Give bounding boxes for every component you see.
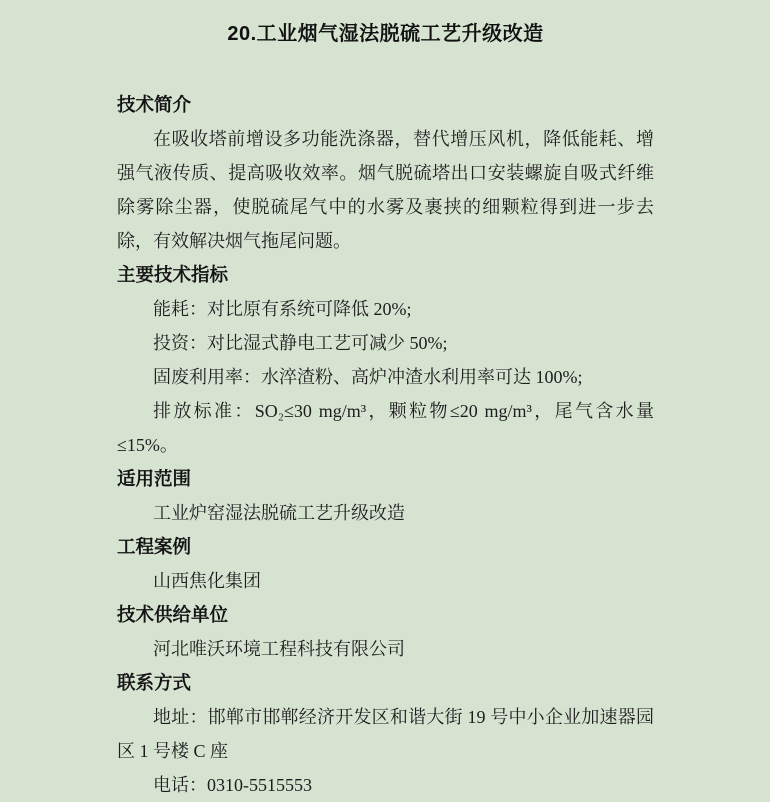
section-paragraph: 能耗：对比原有系统可降低 20%; [153,299,412,319]
section-paragraph: 投资：对比湿式静电工艺可减少 50%; [153,333,448,353]
section-heading: 工程案例 [117,536,192,557]
section [117,666,654,802]
section [117,462,654,530]
section-heading: 主要技术指标 [117,264,229,285]
section-paragraph: 河北唯沃环境工程科技有限公司 [153,639,405,659]
section-paragraph: 在吸收塔前增设多功能洗涤器，替代增压风机，降低能耗、增强气液传质、提高吸收效率。烟气脱硫塔出口安装螺旋自吸式纤维除雾除尘器，使脱硫尾气中的水雾及裹挟的细颗粒得到进一步去除，有效解决烟气拖尾问题。 [117,129,654,251]
section-heading: 技术供给单位 [117,604,229,625]
section [117,258,654,462]
section-paragraph: 排放标准：SO₂≤30 mg/m³，颗粒物≤20 mg/m³，尾气含水量≤15%。 [117,401,654,455]
section-heading: 技术简介 [117,94,192,115]
section-paragraph: 电话：0310-5515553 [153,775,312,795]
section-paragraph: 工业炉窑湿法脱硫工艺升级改造 [153,503,405,523]
section [117,598,654,666]
section-heading: 联系方式 [117,672,192,693]
section-paragraph: 山西焦化集团 [153,571,261,591]
section [117,88,654,258]
sections-container [117,88,654,802]
section-paragraph: 固废利用率：水淬渣粉、高炉冲渣水利用率可达 100%; [153,367,583,387]
section-paragraph: 地址：邯郸市邯郸经济开发区和谐大街 19 号中小企业加速器园区 1 号楼 C 座 [117,707,654,761]
page-title: 20.工业烟气湿法脱硫工艺升级改造 [227,23,544,45]
section-heading: 适用范围 [117,468,192,489]
section [117,530,654,598]
